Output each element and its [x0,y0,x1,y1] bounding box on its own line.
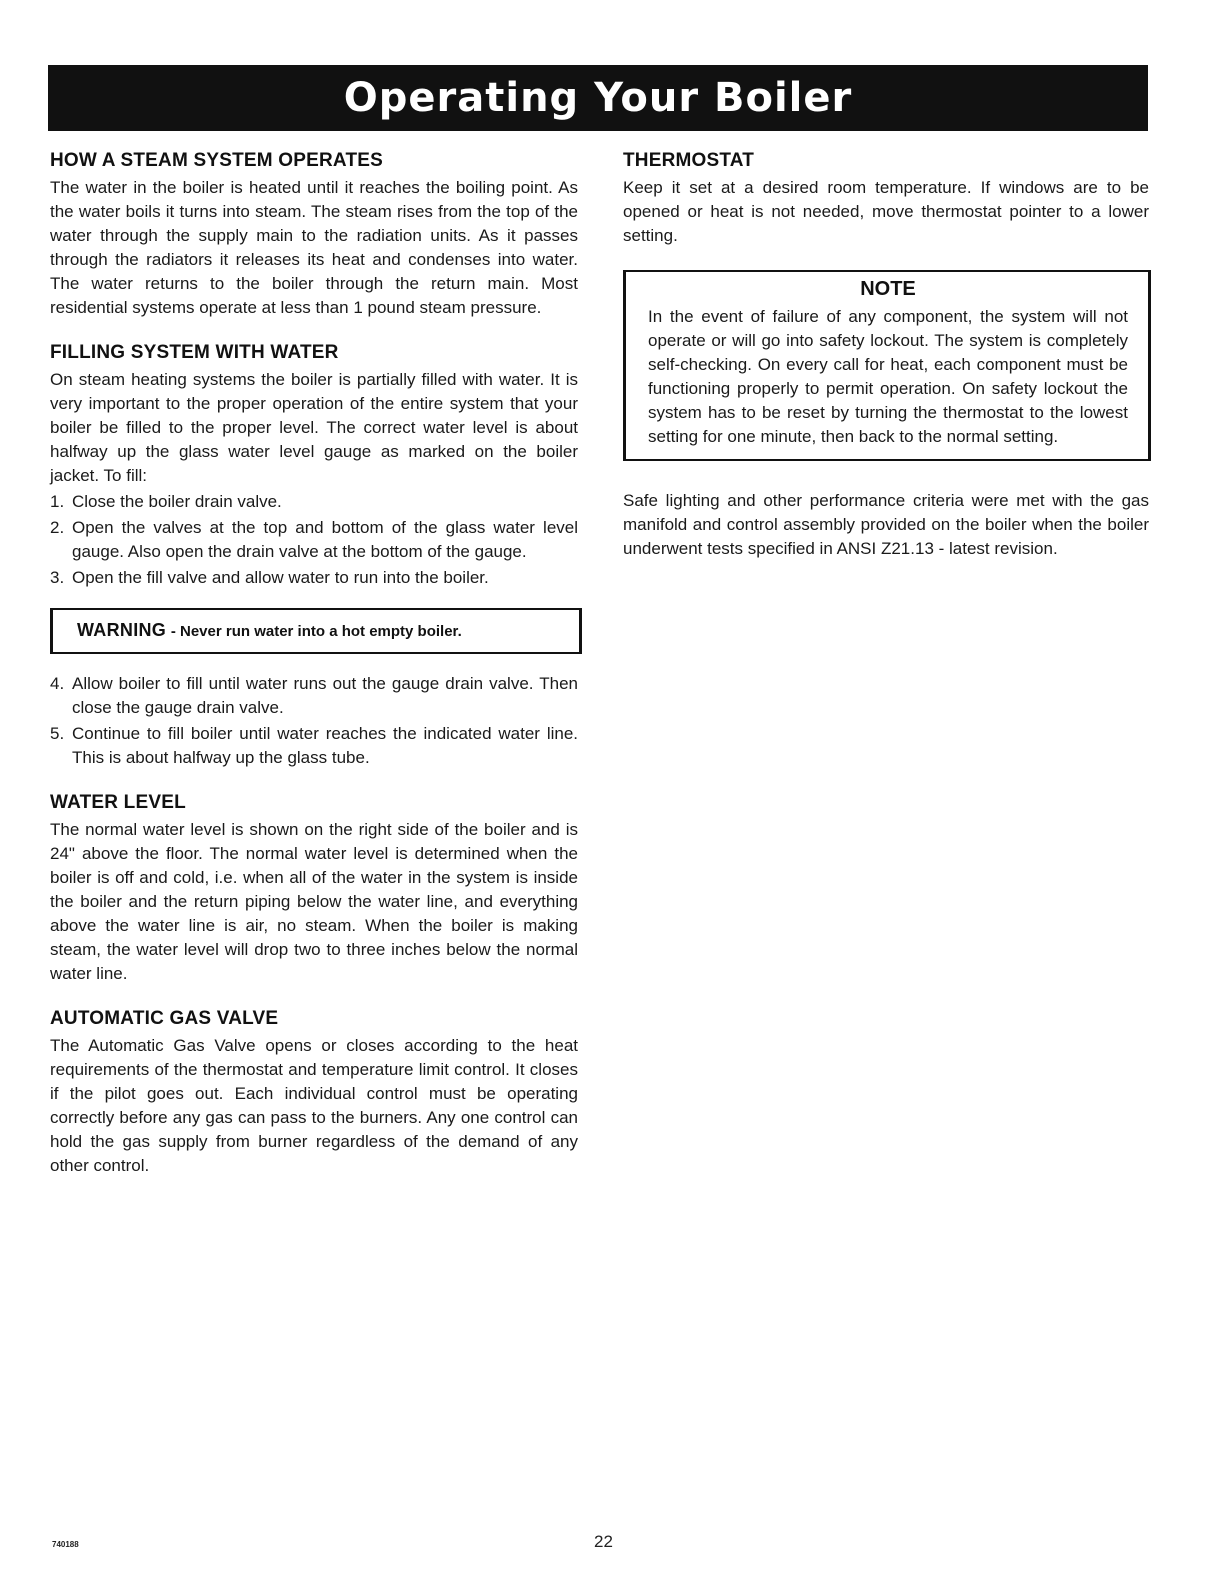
fill-steps-list-a [50,490,578,590]
step-number: 5. [50,724,65,743]
note-box [623,270,1151,461]
right-column [623,150,1149,561]
section-water-level [50,792,578,986]
page-number: 22 [594,1532,613,1551]
list-item [50,672,578,720]
list-item [50,490,578,514]
warning-text: - Never run water into a hot empty boiler. [170,623,462,640]
heading-steam-system: HOW A STEAM SYSTEM OPERATES [50,150,383,171]
paragraph-steam-system: The water in the boiler is heated until it reaches the boiling point. As the water boils it turns into steam. The steam rises from the top of the water through the supply main to the radiation units. As it passes through the radiators it releases its heat and condenses into water. The water returns to the boiler through the return main. Most residential systems operate at less than 1 pound steam pressure. [50,178,578,317]
section-filling-system [50,342,578,770]
page-title-banner [48,65,1148,131]
paragraph-water-level: The normal water level is shown on the right side of the boiler and is 24" above the floor. The normal water level is determined when the boiler is off and cold, i.e. when all of the water in the system is inside the boiler and the return piping below the water line, and everything above the water line is air, no steam. When the boiler is making steam, the water level will drop two to three inches below the normal water line. [50,820,578,983]
paragraph-gas-valve: The Automatic Gas Valve opens or closes according to the heat requirements of the thermostat and temperature limit control. It closes if the pilot goes out. Each individual control must be operating correctly before any gas can pass to the burners. Any one control can hold the gas supply from burner regardless of the demand of any other control. [50,1036,578,1175]
section-thermostat [623,150,1149,248]
warning-label: WARNING [77,620,167,640]
paragraph-thermostat: Keep it set at a desired room temperature. If windows are to be opened or heat is not needed, move thermostat pointer to a lower setting. [623,178,1149,245]
document-code: 740188 [52,1540,79,1549]
list-item [50,722,578,770]
warning-box [50,608,582,654]
page-title: Operating Your Boiler [343,75,853,121]
heading-gas-valve: AUTOMATIC GAS VALVE [50,1008,279,1029]
step-number: 1. [50,492,65,511]
step-text: Continue to fill boiler until water reaches the indicated water line. This is about halfway up the glass tube. [72,724,578,767]
section-gas-valve [50,1008,578,1178]
heading-filling-system: FILLING SYSTEM WITH WATER [50,342,339,363]
heading-water-level: WATER LEVEL [50,792,186,813]
left-column [50,150,578,1200]
step-number: 4. [50,674,65,693]
heading-thermostat: THERMOSTAT [623,150,755,171]
paragraph-filling-system: On steam heating systems the boiler is partially filled with water. It is very important to the proper operation of the entire system that your boiler be filled to the proper level. The correct water level is about halfway up the glass water level gauge as marked on the boiler jacket. To fill: [50,370,578,485]
fill-steps-list-b [50,672,578,770]
step-number: 3. [50,568,65,587]
step-text: Allow boiler to fill until water runs out the gauge drain valve. Then close the gauge drain valve. [72,674,578,717]
note-heading: NOTE [860,278,916,300]
step-text: Open the fill valve and allow water to run into the boiler. [72,568,489,587]
note-text: In the event of failure of any component, the system will not operate or will go into safety lockout. The system is completely self-checking. On every call for heat, each component must be functioning properly to permit operation. On safety lockout the system has to be reset by turning the thermostat to the lowest setting for one minute, then back to the normal setting. [648,307,1128,446]
section-steam-system [50,150,578,320]
step-number: 2. [50,518,65,537]
paragraph-safe-lighting: Safe lighting and other performance criteria were met with the gas manifold and control assembly provided on the boiler when the boiler underwent tests specified in ANSI Z21.13 - latest revision. [623,491,1149,558]
list-item [50,516,578,564]
list-item [50,566,578,590]
step-text: Open the valves at the top and bottom of the glass water level gauge. Also open the drain valve at the bottom of the gauge. [72,518,578,561]
step-text: Close the boiler drain valve. [72,492,282,511]
